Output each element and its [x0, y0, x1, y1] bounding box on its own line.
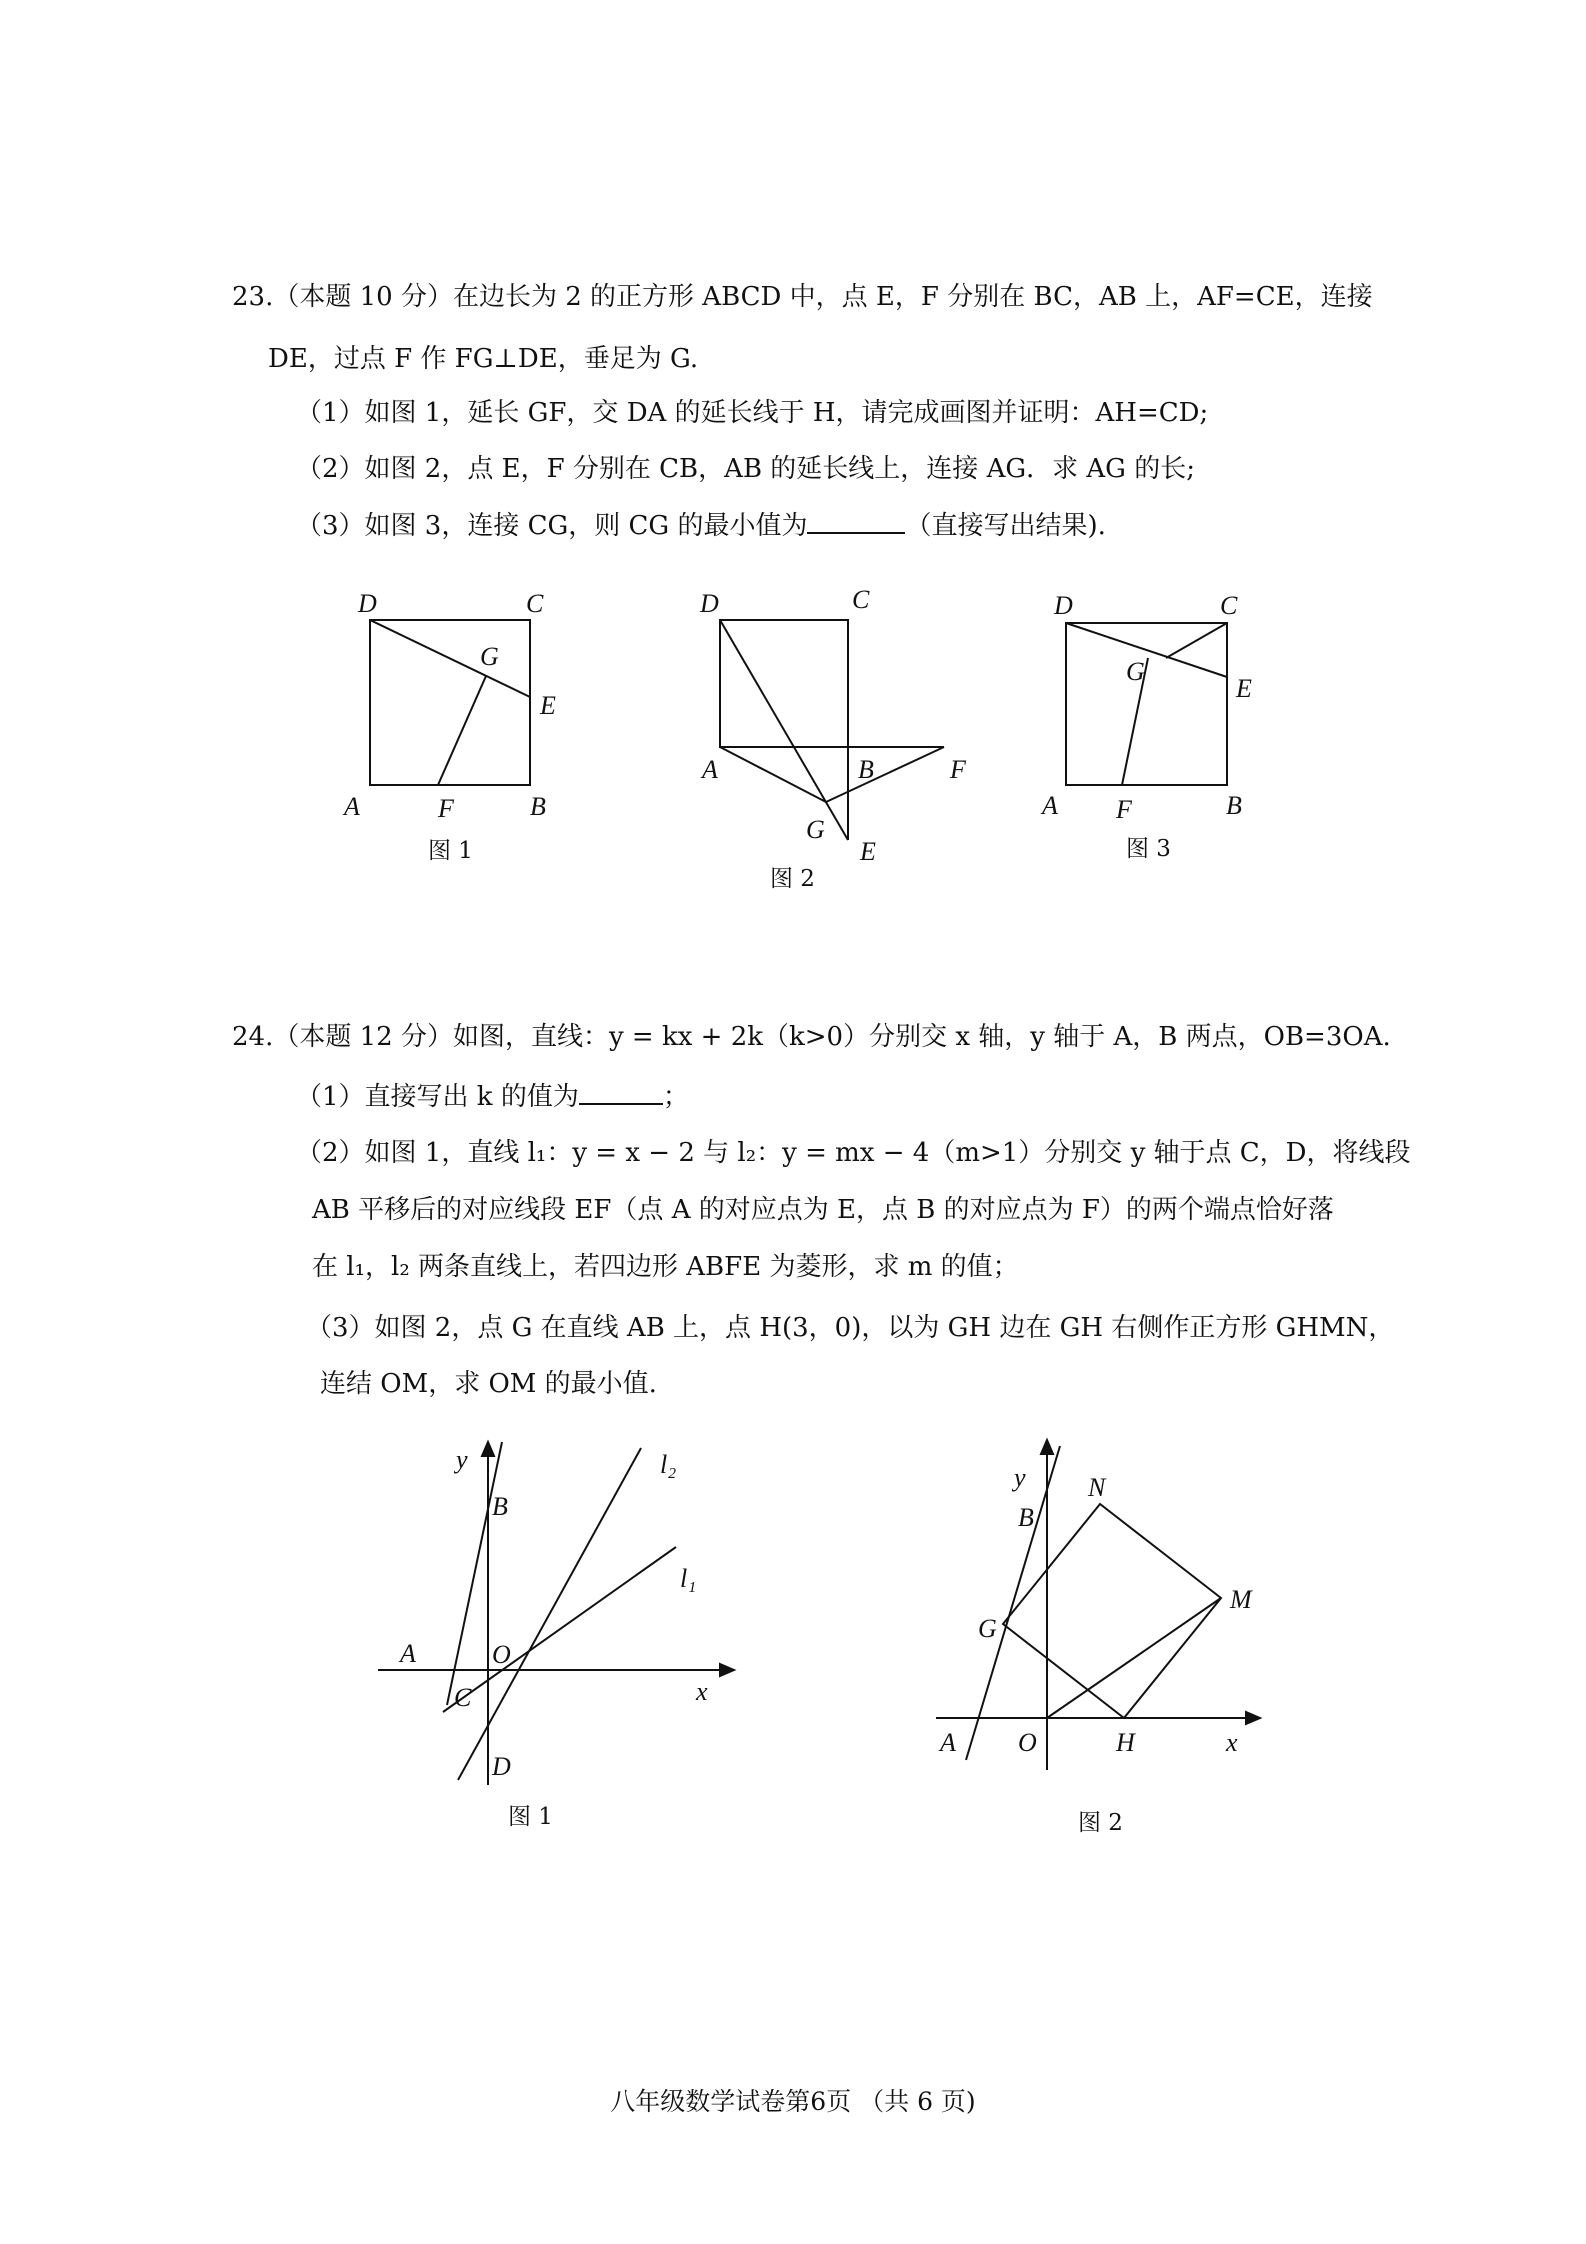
label-h: H: [1116, 1728, 1135, 1757]
segment-de: [370, 620, 530, 697]
label-b: B: [1226, 791, 1242, 820]
label-a: A: [702, 755, 718, 784]
label-a: A: [940, 1728, 956, 1757]
label-y: y: [1014, 1463, 1026, 1492]
label-a: A: [1042, 791, 1058, 820]
square-abcd: [720, 620, 848, 747]
label-x: x: [1226, 1728, 1238, 1757]
line-l2: [458, 1448, 641, 1780]
q24-part2-line3: 在 l₁，l₂ 两条直线上，若四边形 ABFE 为菱形，求 m 的值；: [312, 1252, 1019, 1282]
label-g: G: [1126, 657, 1145, 686]
q24-stem: 24.（本题 12 分）如图，直线：y = kx + 2k（k>0）分别交 x 轴，y 轴于 A，B 两点，OB=3OA.: [232, 1022, 1391, 1052]
label-n: N: [1088, 1473, 1106, 1502]
q24-part1-tail: ；: [662, 1082, 689, 1112]
label-c: C: [454, 1683, 472, 1712]
q24-part3-line2: 连结 OM，求 OM 的最小值.: [320, 1369, 657, 1399]
label-b: B: [1018, 1503, 1034, 1532]
q23-stem-line1: 23.（本题 10 分）在边长为 2 的正方形 ABCD 中，点 E，F 分别在 BC，AB 上，AF=CE，连接: [232, 282, 1373, 312]
segment-de: [720, 620, 848, 840]
q23-part2: （2）如图 2，点 E，F 分别在 CB，AB 的延长线上，连接 AG．求 AG 的长;: [296, 454, 1195, 484]
label-e: E: [1236, 674, 1252, 703]
answer-blank[interactable]: [579, 1077, 663, 1105]
x-axis-arrow: [1246, 1712, 1260, 1724]
segment-om: [1047, 1598, 1221, 1718]
q23-part1: （1）如图 1，延长 GF，交 DA 的延长线于 H，请完成画图并证明：AH=CD;: [296, 398, 1209, 428]
x-axis-arrow: [720, 1664, 734, 1676]
label-c: C: [1220, 591, 1238, 620]
label-g: G: [480, 642, 499, 671]
line-ab: [966, 1446, 1060, 1760]
label-a: A: [400, 1639, 416, 1668]
q23-part3-text: （3）如图 3，连接 CG，则 CG 的最小值为: [296, 511, 808, 541]
label-m: M: [1230, 1585, 1252, 1614]
label-d: D: [700, 589, 719, 618]
q24-part1-text: （1）直接写出 k 的值为: [296, 1082, 579, 1112]
label-o: O: [492, 1640, 511, 1669]
label-g: G: [978, 1614, 997, 1643]
y-axis-arrow: [482, 1442, 494, 1456]
q24-part1: [296, 1077, 689, 1114]
label-f: F: [438, 794, 454, 823]
q24-part2-line1: （2）如图 1，直线 l₁：y = x − 2 与 l₂：y = mx − 4（m>1）分别交 y 轴于点 C，D，将线段: [296, 1138, 1411, 1168]
segment-de: [1066, 623, 1227, 677]
label-l2: l₂: [660, 1450, 677, 1479]
segment-fg: [1122, 658, 1148, 785]
square-abcd: [370, 620, 530, 785]
label-e: E: [860, 837, 876, 866]
segment-fg: [438, 676, 486, 785]
q24-part3-line1: （3）如图 2，点 G 在直线 AB 上，点 H(3，0)，以为 GH 边在 GH 右侧作正方形 GHMN，: [306, 1313, 1395, 1343]
label-b: B: [492, 1492, 508, 1521]
figure-caption: 图 3: [1126, 836, 1171, 862]
label-d: D: [1054, 591, 1073, 620]
label-o: O: [1018, 1728, 1037, 1757]
square-ghmn: [1003, 1504, 1221, 1718]
figure-caption: 图 1: [508, 1804, 553, 1830]
label-c: C: [852, 585, 870, 614]
segment-ag: [720, 747, 826, 802]
y-axis-arrow: [1041, 1440, 1053, 1454]
figure-caption: 图 2: [1078, 1810, 1123, 1836]
q23-part3-tail: （直接写出结果).: [905, 511, 1106, 541]
label-d: D: [358, 589, 377, 618]
q24-part2-line2: AB 平移后的对应线段 EF（点 A 的对应点为 E，点 B 的对应点为 F）的两个端点恰好落: [312, 1195, 1334, 1225]
label-f: F: [950, 755, 966, 784]
line-l1: [443, 1547, 676, 1712]
line-ab: [447, 1442, 502, 1705]
page-footer: 八年级数学试卷第6页 （共 6 页): [610, 2087, 976, 2116]
segment-fg: [826, 747, 944, 802]
label-f: F: [1116, 795, 1132, 824]
label-y: y: [456, 1445, 468, 1474]
label-c: C: [526, 589, 544, 618]
label-l1: l₁: [680, 1564, 697, 1593]
label-e: E: [540, 691, 556, 720]
figure-caption: 图 1: [428, 838, 473, 864]
label-d: D: [492, 1752, 511, 1781]
square-abcd: [1066, 623, 1227, 785]
label-b: B: [530, 792, 546, 821]
answer-blank[interactable]: [807, 506, 905, 534]
label-b: B: [858, 755, 874, 784]
label-a: A: [344, 792, 360, 821]
q23-part3: [296, 506, 1106, 543]
figure-caption: 图 2: [770, 866, 815, 892]
segment-cg: [1166, 623, 1227, 658]
label-g: G: [806, 815, 825, 844]
q23-stem-line2: DE，过点 F 作 FG⊥DE，垂足为 G.: [268, 344, 699, 374]
label-x: x: [696, 1677, 708, 1706]
